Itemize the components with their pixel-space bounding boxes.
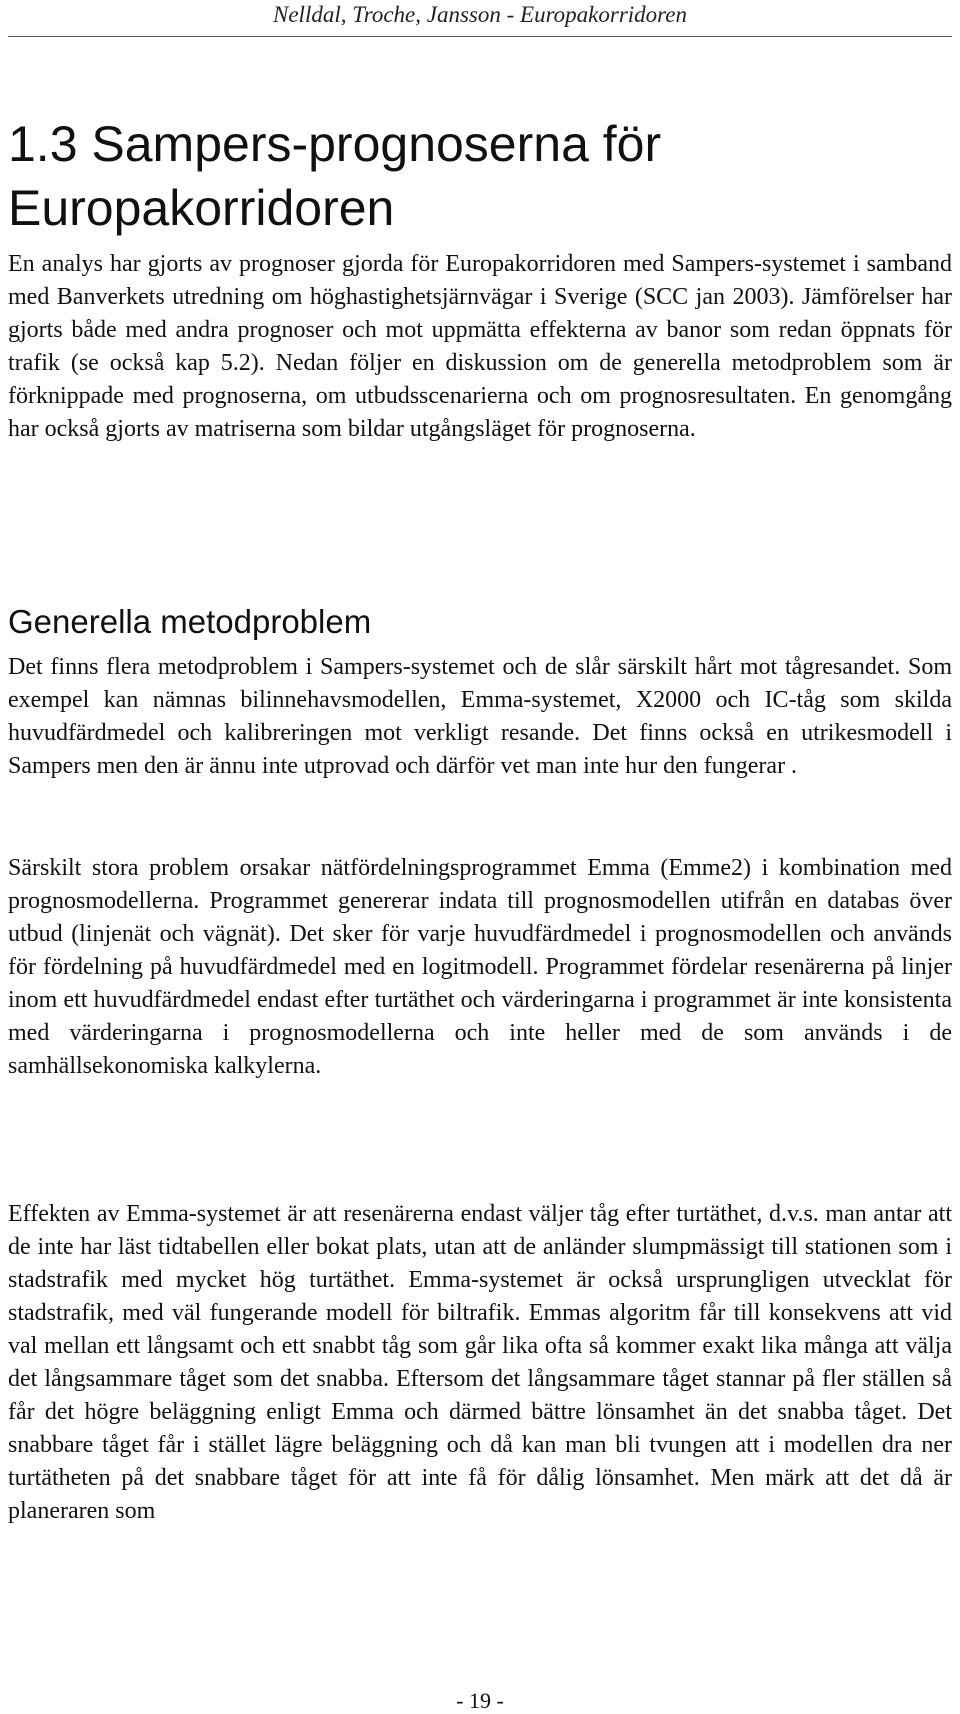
body-paragraph-1: Det finns flera metodproblem i Sampers-systemet och de slår särskilt hårt mot tågresandet. Som exempel kan nämnas bilinnehavsmodellen, Emma-systemet, X2000 och IC-tåg som skilda huvudfärdmedel och kalibreringen mot verkligt resande. Det finns också en utrikesmodell i Sampers men den är ännu inte utprovad och därför vet man inte hur den fungerar . (8, 654, 952, 779)
body-paragraph-2: Särskilt stora problem orsakar nätfördelningsprogrammet Emma (Emme2) i kombination med prognosmodellerna. Programmet genererar indata till prognosmodellen utifrån en databas över utbud (linjenät och vägnät). Det sker för varje huvudfärdmedel i prognosmodellen och används för fördelning på huvudfärdmedel med en logitmodell. Programmet fördelar resenärerna på linjer inom ett huvudfärdmedel endast efter turtäthet och värderingarna i programmet är inte konsistenta med värderingarna i prognosmodellerna och inte heller med de som används i de samhällsekonomiska kalkylerna. (8, 855, 952, 1079)
header-divider (8, 36, 952, 37)
running-header: Nelldal, Troche, Jansson - Europakorridoren (273, 2, 687, 27)
subsection-title: Generella metodproblem (8, 603, 372, 640)
page-number: - 19 - (456, 1688, 504, 1713)
body-paragraph-3: Effekten av Emma-systemet är att resenärerna endast väljer tåg efter turtäthet, d.v.s. man antar att de inte har läst tidtabellen eller bokat plats, utan att de anländer slumpmässigt till stationen som i stadstrafik med mycket hög turtäthet. Emma-systemet är också ursprungligen utvecklat för stadstrafik, med väl fungerande modell för biltrafik. Emmas algoritm får till konsekvens att vid val mellan ett långsamt och ett snabbt tåg som går lika ofta så kommer exakt lika många att välja det långsammare tåget som det snabba. Eftersom det långsammare tåget stannar på fler ställen så får det högre beläggning enligt Emma och därmed bättre lönsamhet än det snabba tåget. Det snabbare tåget får i stället lägre beläggning och då kan man bli tvungen att i modellen dra ner turtätheten på det snabbare tåget för att inte få för dålig lönsamhet. Men märk att det då är planeraren som (8, 1201, 952, 1524)
section-title: 1.3 Sampers-prognoserna för Europakorridoren (8, 116, 662, 236)
intro-paragraph: En analys har gjorts av prognoser gjorda för Europakorridoren med Sampers-systemet i samband med Banverkets utredning om höghastighetsjärnvägar i Sverige (SCC jan 2003). Jämförelser har gjorts både med andra prognoser och mot uppmätta effekterna av banor som redan öppnats för trafik (se också kap 5.2). Nedan följer en diskussion om de generella metodproblem som är förknippade med prognoserna, om utbudsscenarierna och om prognosresultaten. En genomgång har också gjorts av matriserna som bildar utgångsläget för prognoserna. (8, 251, 952, 442)
